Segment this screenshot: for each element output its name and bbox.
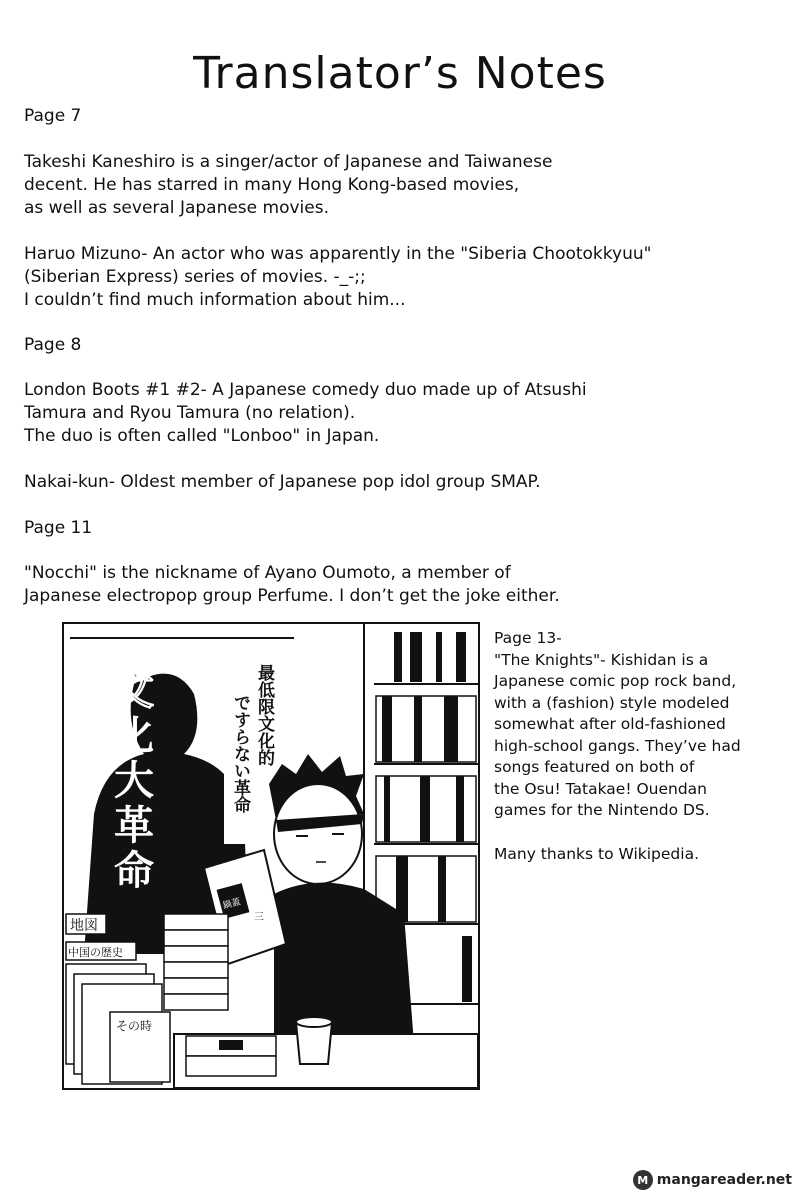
note-nakai: Nakai-kun- Oldest member of Japanese pop idol group SMAP.	[24, 472, 541, 492]
note-nocchi: "Nocchi" is the nickname of Ayano Oumoto, a member of Japanese electropop group Perfume. I don’t get the joke either.	[24, 563, 560, 606]
watermark	[633, 1170, 792, 1190]
poster-char-5: 命	[114, 848, 154, 894]
poster-subtitle-2: ですらない革命	[230, 694, 250, 813]
label-history: 中国の歴史	[68, 946, 123, 959]
book-title: 鍋蓋	[221, 897, 242, 912]
note-kaneshiro: Takeshi Kaneshiro is a singer/actor of Japanese and Taiwanese decent. He has starred in many Hong Kong-based movies, as well as several Japanese movies.	[24, 152, 553, 218]
note-london-boots: London Boots #1 #2- A Japanese comedy duo made up of Atsushi Tamura and Ryou Tamura (no relation). The duo is often called "Lonboo" in Japan.	[24, 380, 587, 446]
mangareader-logo-icon: M	[633, 1170, 653, 1190]
poster-char-4: 革	[114, 803, 154, 849]
book-subtitle: 三	[254, 912, 264, 923]
poster-char-2: 化	[114, 713, 154, 759]
manga-illustration	[62, 622, 480, 1090]
section-heading-page-8: Page 8	[24, 335, 82, 355]
section-heading-page-11: Page 11	[24, 518, 93, 538]
poster-subtitle-1: 最低限文化的	[254, 664, 274, 766]
poster-char-1: 文	[114, 668, 154, 714]
page-title: Translator’s Notes	[193, 48, 607, 99]
note-mizuno: Haruo Mizuno- An actor who was apparently in the "Siberia Chootokkyuu" (Siberian Express) series of movies. -_-;; I couldn’t find much information about him...	[24, 244, 652, 310]
poster-char-3: 大	[114, 758, 154, 804]
label-time: その時	[116, 1019, 153, 1033]
watermark-text: mangareader.net	[656, 1172, 792, 1188]
side-note-page-13: Page 13- "The Knights"- Kishidan is a Japanese comic pop rock band, with a (fashion) style modeled somewhat after old-fashioned high-school gangs. They’ve had songs featured on both of the Osu! Tatakae! Ouendan games for the Nintendo DS.	[494, 629, 741, 819]
bookstore-scene	[64, 624, 478, 1088]
label-map: 地図	[70, 918, 98, 934]
section-heading-page-7: Page 7	[24, 106, 82, 126]
thanks-note: Many thanks to Wikipedia.	[494, 845, 700, 863]
